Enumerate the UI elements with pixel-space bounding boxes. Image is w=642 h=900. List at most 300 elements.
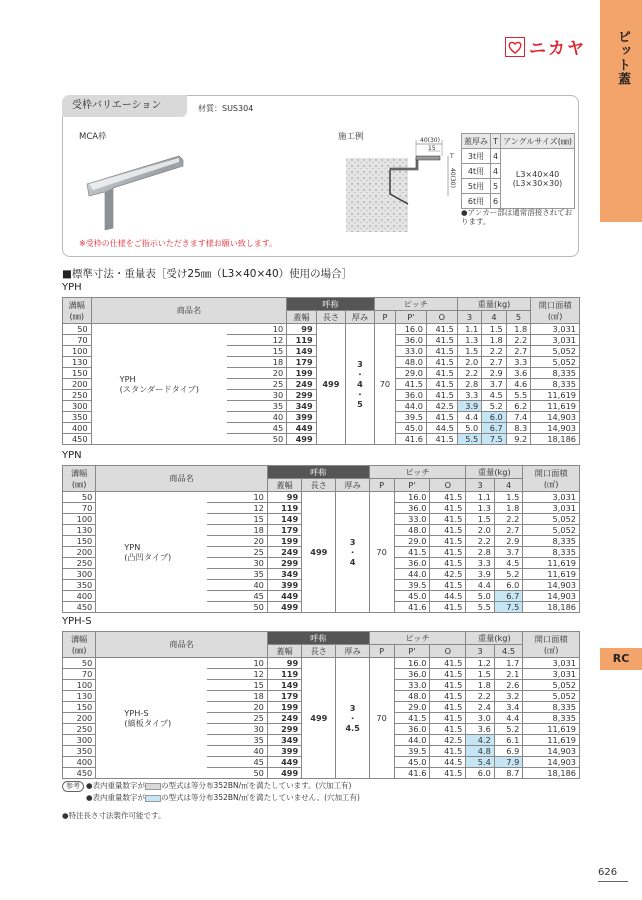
cell-weight: 5.5 <box>506 390 531 401</box>
yph-table <box>62 297 580 445</box>
cell-futahaba: 499 <box>267 602 301 613</box>
cell-weight: 2.8 <box>457 379 482 390</box>
cell-futahaba: 349 <box>267 569 301 580</box>
cell-mizo: 400 <box>63 757 96 768</box>
cell-o: 41.5 <box>430 492 466 503</box>
notes <box>62 780 360 804</box>
th-weight: 重量(kg) <box>466 466 523 479</box>
page-number: 626 <box>598 867 618 878</box>
cell-weight: 5.0 <box>457 423 482 434</box>
cell-weight: 2.7 <box>482 357 507 368</box>
cell-weight: 1.5 <box>457 346 482 357</box>
cell-dim: 35 <box>227 401 287 412</box>
th-weight-col: 5 <box>506 311 531 324</box>
cell-weight: 3.4 <box>494 702 523 713</box>
atsumi-val: 4 <box>357 379 363 389</box>
th-pitch: ピッチ <box>374 298 457 311</box>
th-weight: 重量(kg) <box>457 298 531 311</box>
cell-dim: 25 <box>227 379 287 390</box>
cell-weight: 1.5 <box>466 669 495 680</box>
th-futahaba: 蓋幅 <box>267 479 301 492</box>
cell-o: 41.5 <box>426 412 457 423</box>
cell-mizo: 150 <box>63 536 96 547</box>
cell-weight: 5.2 <box>482 401 507 412</box>
cell-weight: 3.9 <box>466 569 495 580</box>
note1a: ●表内重量数字が <box>86 781 146 790</box>
cell-mizo: 50 <box>63 658 96 669</box>
cell-p2: 45.0 <box>394 591 430 602</box>
tt-cell: 6 <box>491 194 501 209</box>
brand-logo <box>505 34 586 59</box>
cell-o: 41.5 <box>430 658 466 669</box>
note1b: の型式は等分布352BN/㎡を満たしています。(穴加工有) <box>161 781 352 790</box>
th-yobisho: 呼称 <box>267 632 369 645</box>
th-atsumi: 厚み <box>336 645 369 658</box>
cell-weight: 6.9 <box>494 746 523 757</box>
cell-futahaba: 149 <box>287 346 316 357</box>
note2a: ●表内重量数字が <box>86 793 146 802</box>
cell-weight: 5.4 <box>466 757 495 768</box>
th-o: O <box>426 311 457 324</box>
cell-weight: 4.5 <box>494 558 523 569</box>
cell-nagasa: 499 <box>302 658 336 779</box>
cell-futahaba: 119 <box>267 669 301 680</box>
cell-p2: 39.5 <box>394 746 430 757</box>
cell-weight: 3.6 <box>466 724 495 735</box>
product-name-cell <box>91 324 227 445</box>
cell-area: 5,052 <box>523 514 580 525</box>
th-nagasa: 長さ <box>302 645 336 658</box>
install-label: 施工例 <box>338 132 364 142</box>
dim-height: 40(30) <box>449 168 456 188</box>
yphs-table <box>62 631 580 779</box>
cell-futahaba: 249 <box>287 379 316 390</box>
side-tab <box>600 0 642 222</box>
cell-dim: 18 <box>227 357 287 368</box>
special-note: ●特注長さ寸法製作可能です。 <box>62 811 166 820</box>
cell-dim: 50 <box>207 602 267 613</box>
cell-mizo: 70 <box>63 503 96 514</box>
cell-area: 8,335 <box>523 702 580 713</box>
cell-weight: 1.8 <box>482 335 507 346</box>
cell-area: 8,335 <box>523 547 580 558</box>
cell-p2: 41.5 <box>394 547 430 558</box>
cell-weight: 1.8 <box>506 324 531 335</box>
cell-weight: 4.4 <box>457 412 482 423</box>
cell-mizo: 100 <box>63 346 92 357</box>
cell-o: 41.5 <box>430 713 466 724</box>
atsumi-val: 3 <box>349 537 356 547</box>
cell-futahaba: 199 <box>267 536 301 547</box>
cell-mizo: 70 <box>63 335 92 346</box>
cell-futahaba: 399 <box>267 580 301 591</box>
cell-futahaba: 499 <box>267 768 301 779</box>
tt-h3: アングルサイズ(㎜) <box>501 134 575 149</box>
product-label: MCA枠 <box>79 132 107 142</box>
cell-p: 70 <box>369 658 394 779</box>
cell-p2: 41.6 <box>394 768 430 779</box>
cell-p2: 36.0 <box>394 503 430 514</box>
cell-weight: 1.7 <box>494 658 523 669</box>
cell-area: 11,619 <box>523 569 580 580</box>
cell-p2: 16.0 <box>394 492 430 503</box>
cell-o: 41.5 <box>426 368 457 379</box>
th-weight-col: 4 <box>494 479 523 492</box>
cell-weight: 8.7 <box>494 768 523 779</box>
cell-area: 5,052 <box>523 680 580 691</box>
cell-mizo: 300 <box>63 401 92 412</box>
blue-swatch <box>145 795 161 802</box>
cell-futahaba: 179 <box>287 357 316 368</box>
cell-o: 41.5 <box>426 357 457 368</box>
th-name: 商品名 <box>96 466 268 492</box>
th-yobisho: 呼称 <box>267 466 369 479</box>
cell-weight: 9.2 <box>506 434 531 445</box>
cell-futahaba: 99 <box>287 324 316 335</box>
heart-logo-icon <box>505 37 525 57</box>
cell-o: 44.5 <box>430 591 466 602</box>
cell-o: 41.5 <box>430 680 466 691</box>
th-p: P <box>374 311 395 324</box>
cell-weight: 1.3 <box>466 503 495 514</box>
cell-area: 14,903 <box>523 746 580 757</box>
cell-weight: 6.7 <box>494 591 523 602</box>
atsumi-val: 3 <box>357 359 363 369</box>
tt-cell: 5t用 <box>462 179 491 194</box>
cell-area: 5,052 <box>531 346 580 357</box>
tt-h1: 蓋厚み <box>462 134 491 149</box>
cell-weight: 3.7 <box>494 547 523 558</box>
cell-futahaba: 299 <box>267 724 301 735</box>
cell-weight: 3.2 <box>494 691 523 702</box>
th-p2: P' <box>394 479 430 492</box>
cell-weight: 3.6 <box>506 368 531 379</box>
cell-futahaba: 449 <box>267 757 301 768</box>
cell-weight: 1.5 <box>482 324 507 335</box>
cell-mizo: 130 <box>63 525 96 536</box>
cell-p2: 44.0 <box>394 735 430 746</box>
rc-tab: RC <box>600 648 642 670</box>
th-name: 商品名 <box>96 632 268 658</box>
note2b: の型式は等分布352BN/㎡を満たしていません。(穴加工有) <box>161 793 360 802</box>
cell-area: 3,031 <box>523 669 580 680</box>
cell-area: 5,052 <box>523 691 580 702</box>
cell-area: 3,031 <box>531 324 580 335</box>
cell-weight: 4.4 <box>466 580 495 591</box>
cell-weight: 6.1 <box>494 735 523 746</box>
cell-mizo: 70 <box>63 669 96 680</box>
brand-logo-text: ニカヤ <box>529 39 586 59</box>
cell-weight: 2.7 <box>494 525 523 536</box>
cell-weight: 5.2 <box>494 724 523 735</box>
cell-futahaba: 99 <box>267 658 301 669</box>
cell-weight: 2.0 <box>466 525 495 536</box>
th-weight-col: 4 <box>482 311 507 324</box>
cell-p2: 41.5 <box>396 379 427 390</box>
th-atsumi: 厚み <box>346 311 375 324</box>
cell-dim: 12 <box>227 335 287 346</box>
th-futahaba: 蓋幅 <box>287 311 316 324</box>
cell-o: 41.5 <box>430 768 466 779</box>
cell-p2: 36.0 <box>394 558 430 569</box>
cell-weight: 1.1 <box>457 324 482 335</box>
th-p: P <box>369 645 394 658</box>
cell-weight: 5.5 <box>457 434 482 445</box>
cell-weight: 5.2 <box>494 569 523 580</box>
cell-dim: 18 <box>207 525 267 536</box>
variation-box <box>62 95 579 257</box>
cell-dim: 15 <box>207 680 267 691</box>
yph-label: YPH <box>62 282 82 293</box>
product-name-cell <box>96 492 208 613</box>
product-name: YPH-S <box>124 708 149 718</box>
cell-o: 41.5 <box>426 335 457 346</box>
cell-dim: 25 <box>207 713 267 724</box>
cell-dim: 40 <box>227 412 287 423</box>
cell-p2: 33.0 <box>394 514 430 525</box>
cell-dim: 40 <box>207 746 267 757</box>
install-section-diagram <box>338 134 458 234</box>
cell-area: 8,335 <box>531 368 580 379</box>
cell-dim: 50 <box>227 434 287 445</box>
th-o: O <box>430 645 466 658</box>
atsumi-val: 4 <box>349 557 356 567</box>
cell-futahaba: 399 <box>267 746 301 757</box>
cell-mizo: 350 <box>63 412 92 423</box>
cell-o: 41.5 <box>426 324 457 335</box>
cell-futahaba: 299 <box>287 390 316 401</box>
cell-o: 41.5 <box>426 434 457 445</box>
th-pitch: ピッチ <box>369 632 466 645</box>
cell-o: 41.5 <box>430 503 466 514</box>
cell-weight: 2.2 <box>466 536 495 547</box>
cell-dim: 30 <box>207 558 267 569</box>
cell-mizo: 200 <box>63 713 96 724</box>
cell-o: 41.5 <box>430 702 466 713</box>
cell-o: 41.5 <box>430 746 466 757</box>
cell-area: 14,903 <box>531 423 580 434</box>
side-tab-label: ピット蓋 <box>615 30 630 86</box>
th-p2: P' <box>396 311 427 324</box>
cell-weight: 2.8 <box>466 547 495 558</box>
cell-area: 3,031 <box>523 658 580 669</box>
cell-weight: 1.1 <box>466 492 495 503</box>
th-area: 開口面積 (㎠) <box>523 632 580 658</box>
cell-weight: 4.4 <box>494 713 523 724</box>
cell-p2: 45.0 <box>396 423 427 434</box>
cell-p2: 29.0 <box>394 536 430 547</box>
product-name: YPH <box>119 374 136 384</box>
cell-p2: 16.0 <box>394 658 430 669</box>
cell-p2: 45.0 <box>394 757 430 768</box>
cell-weight: 2.2 <box>466 691 495 702</box>
th-weight: 重量(kg) <box>466 632 523 645</box>
cell-mizo: 250 <box>63 724 96 735</box>
cell-dim: 35 <box>207 735 267 746</box>
cell-p2: 48.0 <box>394 691 430 702</box>
cell-weight: 3.7 <box>482 379 507 390</box>
cell-dim: 40 <box>207 580 267 591</box>
variation-title: 受枠バリエーション <box>62 95 187 117</box>
cell-weight: 1.5 <box>494 492 523 503</box>
cell-weight: 1.8 <box>494 503 523 514</box>
cell-futahaba: 249 <box>267 713 301 724</box>
yphs-label: YPH-S <box>62 616 92 627</box>
cell-mizo: 450 <box>63 768 96 779</box>
page-number-rule <box>598 881 628 882</box>
cell-weight: 5.0 <box>466 591 495 602</box>
th-weight-col: 3 <box>457 311 482 324</box>
cell-area: 8,335 <box>523 536 580 547</box>
cell-weight: 2.6 <box>494 680 523 691</box>
cell-mizo: 100 <box>63 514 96 525</box>
th-pitch: ピッチ <box>369 466 466 479</box>
cell-p2: 33.0 <box>396 346 427 357</box>
cell-o: 41.5 <box>430 547 466 558</box>
cell-area: 5,052 <box>523 525 580 536</box>
cell-weight: 2.2 <box>482 346 507 357</box>
cell-mizo: 250 <box>63 558 96 569</box>
cell-p2: 39.5 <box>394 580 430 591</box>
cell-area: 18,186 <box>531 434 580 445</box>
cell-weight: 5.5 <box>466 602 495 613</box>
cell-mizo: 50 <box>63 324 92 335</box>
cell-o: 41.5 <box>426 390 457 401</box>
cell-weight: 1.5 <box>466 514 495 525</box>
cell-weight: 1.2 <box>466 658 495 669</box>
cell-dim: 35 <box>207 569 267 580</box>
cell-weight: 2.1 <box>494 669 523 680</box>
cell-p2: 33.0 <box>394 680 430 691</box>
cell-weight: 6.0 <box>466 768 495 779</box>
material-label: 材質：SUS304 <box>198 104 254 113</box>
cell-area: 14,903 <box>523 757 580 768</box>
cell-dim: 10 <box>227 324 287 335</box>
cell-p2: 44.0 <box>394 569 430 580</box>
cell-mizo: 350 <box>63 746 96 757</box>
cell-area: 3,031 <box>531 335 580 346</box>
cell-nagasa: 499 <box>316 324 345 445</box>
ypn-label: YPN <box>62 450 82 461</box>
cell-mizo: 450 <box>63 602 96 613</box>
section-title: ■標準寸法・重量表［受け25㎜（L3×40×40）使用の場合］ <box>62 268 353 280</box>
cell-area: 11,619 <box>531 401 580 412</box>
cell-weight: 2.4 <box>466 702 495 713</box>
cell-area: 14,903 <box>531 412 580 423</box>
cell-dim: 20 <box>227 368 287 379</box>
cell-weight: 6.0 <box>482 412 507 423</box>
cell-mizo: 400 <box>63 591 96 602</box>
cell-o: 41.5 <box>430 536 466 547</box>
cell-dim: 12 <box>207 669 267 680</box>
th-mizo: 溝幅 (㎜) <box>63 632 96 658</box>
tt-cell: 4 <box>491 164 501 179</box>
th-weight-col: 3 <box>466 479 495 492</box>
tt-cell: 3t用 <box>462 149 491 164</box>
tt-angle1: L3×40×40 <box>515 169 560 179</box>
cell-p2: 36.0 <box>396 390 427 401</box>
cell-mizo: 400 <box>63 423 92 434</box>
frame-profile-image <box>79 148 189 230</box>
cell-p2: 16.0 <box>396 324 427 335</box>
cell-futahaba: 179 <box>267 525 301 536</box>
cell-o: 41.5 <box>430 558 466 569</box>
cell-weight: 6.7 <box>482 423 507 434</box>
cell-dim: 10 <box>207 658 267 669</box>
cell-futahaba: 149 <box>267 680 301 691</box>
cell-p2: 39.5 <box>396 412 427 423</box>
tt-angle2: (L3×30×30) <box>512 178 563 188</box>
cell-mizo: 300 <box>63 569 96 580</box>
atsumi-val: 5 <box>357 399 363 409</box>
cell-o: 41.5 <box>430 514 466 525</box>
cell-dim: 30 <box>227 390 287 401</box>
cell-dim: 20 <box>207 536 267 547</box>
tt-cell: 4t用 <box>462 164 491 179</box>
cell-weight: 2.2 <box>506 335 531 346</box>
cell-mizo: 150 <box>63 702 96 713</box>
th-atsumi: 厚み <box>336 479 369 492</box>
product-sub: (縞板タイプ) <box>124 718 172 728</box>
cell-area: 8,335 <box>523 713 580 724</box>
cell-weight: 7.5 <box>494 602 523 613</box>
cell-dim: 15 <box>207 514 267 525</box>
cell-weight: 2.7 <box>506 346 531 357</box>
cell-futahaba: 299 <box>267 558 301 569</box>
cell-nagasa: 499 <box>302 492 336 613</box>
cell-weight: 1.8 <box>466 680 495 691</box>
cell-p2: 29.0 <box>396 368 427 379</box>
cell-futahaba: 199 <box>267 702 301 713</box>
cell-weight: 3.3 <box>506 357 531 368</box>
cell-mizo: 300 <box>63 735 96 746</box>
cell-dim: 45 <box>207 757 267 768</box>
cell-futahaba: 349 <box>267 735 301 746</box>
cell-weight: 1.3 <box>457 335 482 346</box>
cell-p: 70 <box>374 324 395 445</box>
cell-o: 41.5 <box>430 580 466 591</box>
cell-p: 70 <box>369 492 394 613</box>
tt-cell: 4 <box>491 149 501 164</box>
cell-weight: 2.2 <box>457 368 482 379</box>
product-sub: (スタンダードタイプ) <box>119 384 199 394</box>
cell-o: 41.5 <box>426 346 457 357</box>
cell-area: 8,335 <box>531 379 580 390</box>
th-weight-col: 3 <box>466 645 495 658</box>
cell-futahaba: 249 <box>267 547 301 558</box>
cell-futahaba: 149 <box>267 514 301 525</box>
cell-dim: 30 <box>207 724 267 735</box>
cell-p2: 48.0 <box>394 525 430 536</box>
cell-weight: 8.3 <box>506 423 531 434</box>
cell-mizo: 130 <box>63 691 96 702</box>
cell-dim: 18 <box>207 691 267 702</box>
cell-weight: 3.3 <box>466 558 495 569</box>
cell-area: 3,031 <box>523 503 580 514</box>
cell-dim: 15 <box>227 346 287 357</box>
cell-o: 42.5 <box>430 569 466 580</box>
cell-mizo: 350 <box>63 580 96 591</box>
atsumi-val: 3 <box>349 703 356 713</box>
dim-t: T <box>450 153 454 160</box>
cell-p2: 36.0 <box>396 335 427 346</box>
cell-futahaba: 119 <box>287 335 316 346</box>
cell-weight: 3.3 <box>457 390 482 401</box>
cell-mizo: 100 <box>63 680 96 691</box>
atsumi-val: ・ <box>355 389 365 399</box>
th-nagasa: 長さ <box>302 479 336 492</box>
th-o: O <box>430 479 466 492</box>
